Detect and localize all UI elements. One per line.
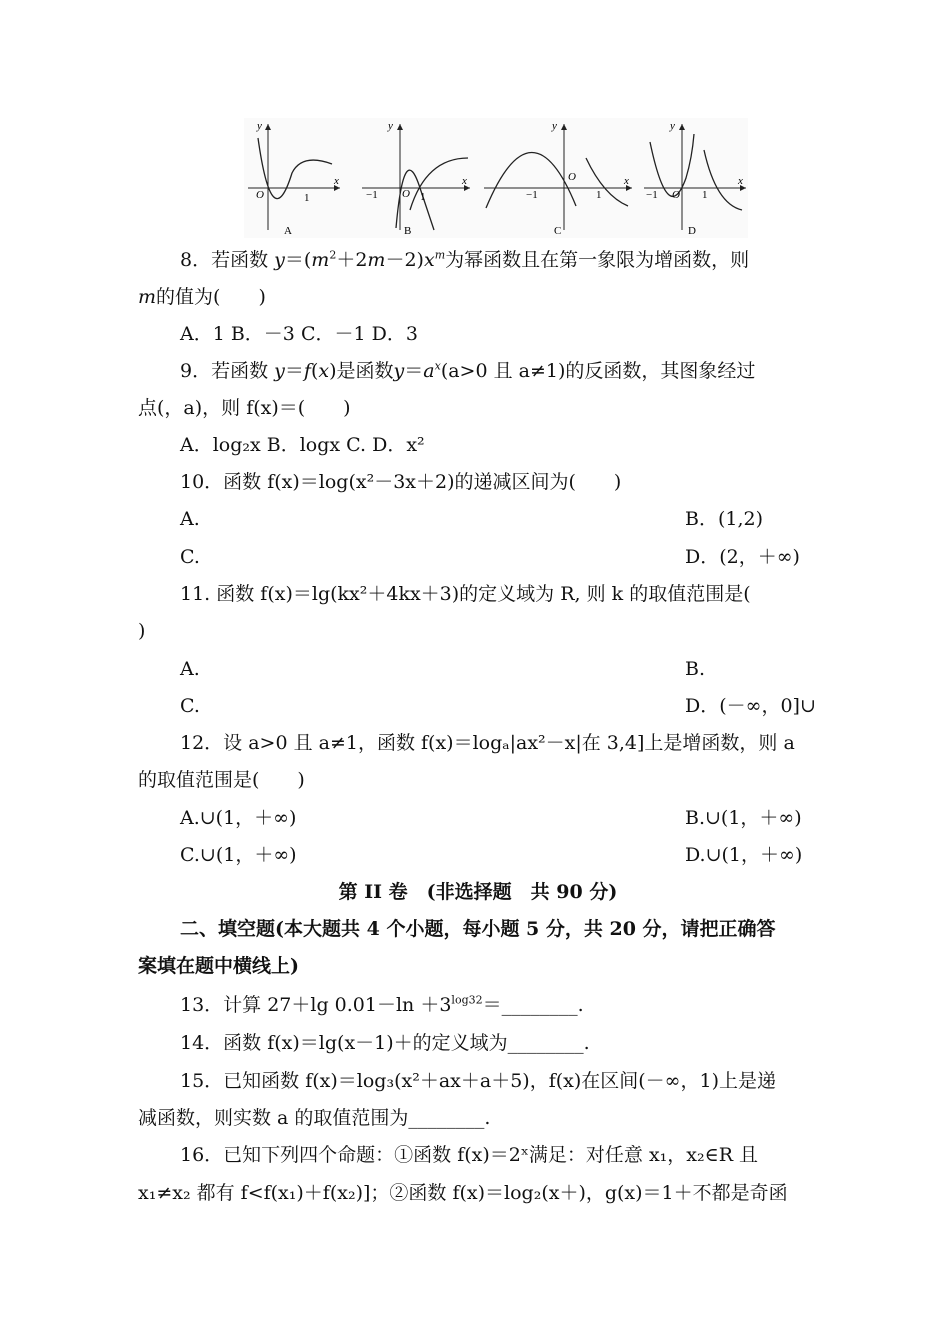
axis-x-label: x: [462, 175, 467, 187]
origin-label: O: [672, 189, 680, 201]
q12-option-d: D.∪(1，＋∞): [685, 844, 803, 866]
function-graphs-figure: [244, 118, 748, 238]
axis-x-label: x: [738, 175, 743, 187]
panel-label-c: C: [554, 225, 562, 237]
axis-x-label: x: [624, 175, 629, 187]
q10-option-a: A.: [180, 508, 200, 530]
q11-option-d: D．(－∞，0]∪: [685, 695, 816, 717]
origin-label: O: [402, 188, 410, 200]
q16-line2: x₁≠x₂ 都有 f<f(x₁)＋f(x₂)]；②函数 f(x)＝log₂(x＋)，g(x)＝1＋不都是奇函: [138, 1182, 788, 1204]
tick-minus-1-label: −1: [646, 189, 658, 201]
q9-text-b: 是函数: [336, 360, 394, 382]
q11-line2: ): [138, 620, 146, 642]
q12-option-c: C.∪(1，＋∞): [180, 844, 297, 866]
q8-line1: 8．若函数 $y=(m^2+2m-2)x^m$为幂函数且在第一象限为增函数，则: [180, 248, 750, 271]
q14-line: 14．函数 f(x)＝lg(x－1)＋的定义域为________.: [180, 1032, 590, 1054]
tick-minus-1-label: −1: [526, 189, 538, 201]
axis-y-label: y: [552, 120, 557, 132]
q10-line: 10．函数 f(x)＝log(x²－3x＋2)的递减区间为( ): [180, 471, 622, 493]
q9-line1: 9．若函数 y＝f(x)是函数$y=a^x(a>0$ 且 a≠1)的反函数，其图象经过: [180, 359, 756, 382]
q11-option-c: C.: [180, 695, 200, 717]
q11-options-row2: [180, 694, 860, 718]
q10-option-b: B．(1,2): [685, 508, 764, 530]
axis-y-label: y: [670, 120, 675, 132]
panel-label-a: A: [284, 225, 292, 237]
tick-minus-1-label: −1: [366, 189, 378, 201]
axis-y-label: y: [257, 120, 262, 132]
q15-line1: 15．已知函数 f(x)＝log₃(x²＋ax＋a＋5)，f(x)在区间(－∞，1)上是递: [180, 1070, 777, 1092]
q8-options: A．1 B．－3 C．－1 D．3: [180, 323, 418, 345]
q9-options: A．log₂x B．logx C. D．x²: [180, 434, 425, 456]
axis-y-label: y: [388, 120, 393, 132]
part2-heading-line2: 案填在题中横线上): [138, 955, 299, 977]
q8-text: 为幂函数且在第一象限为增函数，则: [445, 249, 750, 271]
q15-line2: 减函数，则实数 a 的取值范围为________.: [138, 1107, 491, 1129]
origin-label: O: [568, 171, 576, 183]
q11-option-a: A.: [180, 658, 200, 680]
q10-option-d: D．(2，＋∞): [685, 546, 800, 568]
q12-options-row1: [180, 806, 860, 830]
panel-label-b: B: [404, 225, 412, 237]
q12-option-b: B.∪(1，＋∞): [685, 807, 802, 829]
q12-options-row2: [180, 843, 860, 867]
q10-options-row2: [180, 545, 860, 569]
q10-option-c: C.: [180, 546, 200, 568]
tick-1-label: 1: [304, 192, 310, 204]
q10-options-row1: [180, 507, 860, 531]
section-title: 第 II 卷 (非选择题 共 90 分): [338, 881, 618, 903]
q8-text-2: 的值为( ): [156, 286, 266, 308]
q11-options-row1: [180, 657, 860, 681]
q11-line: 11. 函数 f(x)＝lg(kx²＋4kx＋3)的定义域为 R, 则 k 的取值范围是(: [180, 583, 751, 605]
tick-1-label: 1: [702, 189, 708, 201]
q8-line2: m的值为( ): [138, 286, 266, 308]
part2-heading-line1: 二、填空题(本大题共 4 个小题，每小题 5 分，共 20 分，请把正确答: [180, 918, 776, 940]
q13-exponent: log32: [451, 993, 483, 1007]
origin-label: O: [256, 189, 264, 201]
q9-text-c: (a>0 且 a≠1)的反函数，其图象经过: [440, 360, 756, 382]
q8-number: 8．若函数: [180, 249, 269, 271]
q9-line2: 点(，a)，则 f(x)＝( ): [138, 397, 351, 419]
axis-x-label: x: [334, 175, 339, 187]
q11-option-b: B.: [685, 658, 706, 680]
tick-1-label: 1: [420, 191, 426, 203]
q9-number: 9．若函数: [180, 360, 269, 382]
q12-line: 12．设 a>0 且 a≠1，函数 f(x)＝logₐ|ax²－x|在 3,4]上是增函数，则 a: [180, 732, 795, 754]
panel-label-d: D: [688, 225, 696, 237]
q12-line2: 的取值范围是( ): [138, 769, 305, 791]
q13-text-a: 13．计算 27＋lg 0.01－ln ＋3: [180, 994, 452, 1016]
tick-1-label: 1: [596, 189, 602, 201]
q16-line1: 16．已知下列四个命题：①函数 f(x)＝2ˣ满足：对任意 x₁，x₂∈R 且: [180, 1144, 759, 1166]
q13-text-b: ＝________.: [482, 994, 584, 1016]
q13-line: [180, 993, 860, 1017]
q12-option-a: A.∪(1，＋∞): [180, 807, 297, 829]
